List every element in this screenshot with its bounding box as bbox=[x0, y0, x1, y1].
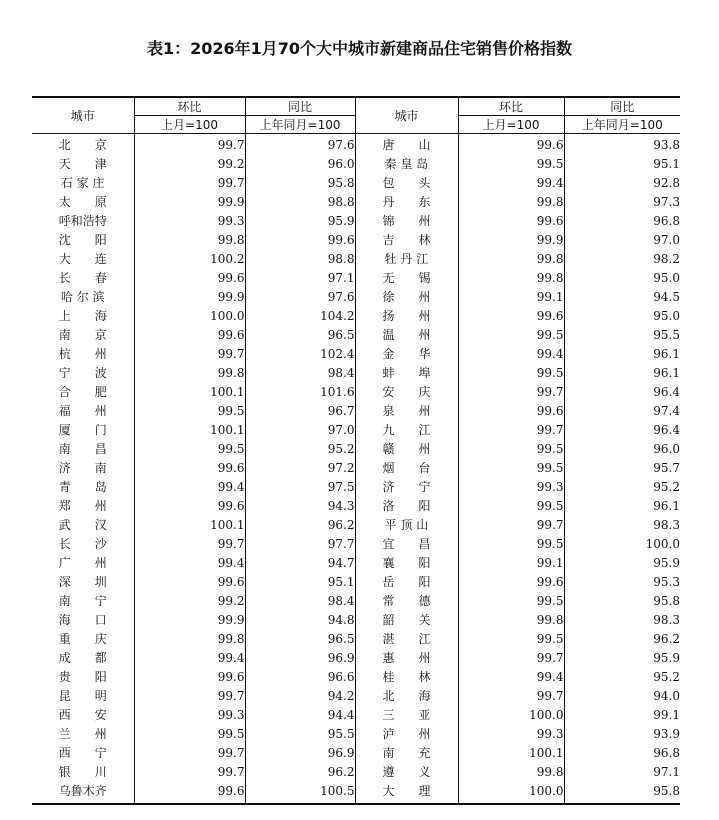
yoy-left-cell: 94.4 bbox=[245, 706, 355, 725]
table-row bbox=[32, 174, 680, 193]
table-row bbox=[32, 250, 680, 269]
mom-right-cell: 99.4 bbox=[458, 174, 564, 193]
mom-left-cell: 99.2 bbox=[134, 592, 245, 611]
mom-right-cell: 99.8 bbox=[458, 763, 564, 782]
city-left-cell: 南 昌 bbox=[58, 442, 107, 456]
city-left-cell: 合 肥 bbox=[58, 385, 107, 399]
mom-right-cell: 99.5 bbox=[458, 326, 564, 345]
yoy-left-cell: 96.7 bbox=[245, 402, 355, 421]
yoy-right-cell: 94.0 bbox=[564, 687, 680, 706]
table-row bbox=[32, 725, 680, 744]
city-right-cell: 蚌 埠 bbox=[355, 364, 458, 383]
city-right-cell: 岳 阳 bbox=[355, 573, 458, 592]
mom-left-cell: 99.4 bbox=[134, 554, 245, 573]
mom-left-cell: 99.6 bbox=[134, 573, 245, 592]
mom-right-cell: 99.5 bbox=[458, 440, 564, 459]
mom-right-cell: 99.1 bbox=[458, 288, 564, 307]
yoy-left-cell: 96.9 bbox=[245, 744, 355, 763]
yoy-left-cell: 95.2 bbox=[245, 440, 355, 459]
mom-left-cell: 99.9 bbox=[134, 288, 245, 307]
mom-left-cell: 99.7 bbox=[134, 134, 245, 156]
mom-right-cell: 99.5 bbox=[458, 535, 564, 554]
mom-right-cell: 100.0 bbox=[458, 706, 564, 725]
city-left-cell: 南 京 bbox=[58, 328, 107, 342]
mom-left-cell: 99.6 bbox=[134, 459, 245, 478]
city-left-cell: 石 家 庄 bbox=[60, 176, 105, 190]
city-left-cell: 济 南 bbox=[58, 461, 107, 475]
city-left-cell: 郑 州 bbox=[58, 499, 107, 513]
yoy-right-cell: 96.0 bbox=[564, 440, 680, 459]
city-left-cell: 乌鲁木齐 bbox=[58, 784, 107, 798]
table-row bbox=[32, 554, 680, 573]
city-right-cell: 湛 江 bbox=[355, 630, 458, 649]
table-row bbox=[32, 155, 680, 174]
table-row bbox=[32, 326, 680, 345]
city-left-cell: 长 沙 bbox=[58, 537, 107, 551]
table-row bbox=[32, 573, 680, 592]
mom-right-cell: 99.7 bbox=[458, 649, 564, 668]
header-yoy-base-right: 上年同月=100 bbox=[564, 116, 680, 134]
city-right-cell: 锦 州 bbox=[355, 212, 458, 231]
city-right-cell: 韶 关 bbox=[355, 611, 458, 630]
mom-left-cell: 99.7 bbox=[134, 174, 245, 193]
city-right-cell: 泉 州 bbox=[355, 402, 458, 421]
yoy-right-cell: 96.4 bbox=[564, 421, 680, 440]
city-right-cell: 济 宁 bbox=[355, 478, 458, 497]
table-row bbox=[32, 592, 680, 611]
mom-right-cell: 99.8 bbox=[458, 250, 564, 269]
city-right-cell: 常 德 bbox=[355, 592, 458, 611]
city-left-cell: 上 海 bbox=[58, 309, 107, 323]
mom-left-cell: 99.7 bbox=[134, 687, 245, 706]
city-right-cell: 南 充 bbox=[355, 744, 458, 763]
yoy-right-cell: 95.9 bbox=[564, 554, 680, 573]
table-row bbox=[32, 535, 680, 554]
table-row bbox=[32, 687, 680, 706]
table-body bbox=[32, 134, 680, 805]
table-row bbox=[32, 193, 680, 212]
table-row bbox=[32, 307, 680, 326]
yoy-left-cell: 104.2 bbox=[245, 307, 355, 326]
city-right-cell: 宜 昌 bbox=[355, 535, 458, 554]
yoy-left-cell: 98.8 bbox=[245, 193, 355, 212]
table-row bbox=[32, 478, 680, 497]
yoy-left-cell: 100.5 bbox=[245, 782, 355, 804]
city-left-cell: 天 津 bbox=[58, 157, 107, 171]
mom-right-cell: 99.3 bbox=[458, 725, 564, 744]
mom-left-cell: 99.5 bbox=[134, 725, 245, 744]
yoy-left-cell: 97.6 bbox=[245, 134, 355, 156]
yoy-left-cell: 95.5 bbox=[245, 725, 355, 744]
yoy-left-cell: 94.3 bbox=[245, 497, 355, 516]
yoy-left-cell: 96.9 bbox=[245, 649, 355, 668]
mom-right-cell: 99.6 bbox=[458, 212, 564, 231]
yoy-right-cell: 97.3 bbox=[564, 193, 680, 212]
mom-left-cell: 99.7 bbox=[134, 744, 245, 763]
header-mom-base-right: 上月=100 bbox=[458, 116, 564, 134]
city-left-cell: 青 岛 bbox=[58, 480, 107, 494]
table-header bbox=[32, 97, 680, 134]
city-right-cell: 惠 州 bbox=[355, 649, 458, 668]
table-row bbox=[32, 516, 680, 535]
yoy-right-cell: 95.1 bbox=[564, 155, 680, 174]
table-row bbox=[32, 649, 680, 668]
yoy-left-cell: 94.8 bbox=[245, 611, 355, 630]
city-right-cell: 洛 阳 bbox=[355, 497, 458, 516]
header-yoy-base-left: 上年同月=100 bbox=[245, 116, 355, 134]
header-yoy-left: 同比 bbox=[245, 97, 355, 116]
mom-right-cell: 99.4 bbox=[458, 345, 564, 364]
city-left-cell: 宁 波 bbox=[58, 366, 107, 380]
header-city-right: 城市 bbox=[355, 97, 458, 134]
yoy-right-cell: 95.8 bbox=[564, 782, 680, 804]
price-index-table bbox=[32, 96, 680, 805]
yoy-left-cell: 97.0 bbox=[245, 421, 355, 440]
city-left-cell: 福 州 bbox=[58, 404, 107, 418]
mom-left-cell: 99.8 bbox=[134, 630, 245, 649]
yoy-left-cell: 97.5 bbox=[245, 478, 355, 497]
city-right-cell: 吉 林 bbox=[355, 231, 458, 250]
yoy-right-cell: 95.8 bbox=[564, 592, 680, 611]
city-left-cell: 长 春 bbox=[58, 271, 107, 285]
mom-right-cell: 99.6 bbox=[458, 134, 564, 156]
yoy-left-cell: 96.6 bbox=[245, 668, 355, 687]
mom-left-cell: 99.6 bbox=[134, 668, 245, 687]
mom-left-cell: 99.7 bbox=[134, 535, 245, 554]
header-mom-right: 环比 bbox=[458, 97, 564, 116]
header-mom-base-left: 上月=100 bbox=[134, 116, 245, 134]
mom-right-cell: 99.5 bbox=[458, 630, 564, 649]
table-row bbox=[32, 459, 680, 478]
city-left-cell: 深 圳 bbox=[58, 575, 107, 589]
city-right-cell: 桂 林 bbox=[355, 668, 458, 687]
mom-right-cell: 99.5 bbox=[458, 592, 564, 611]
yoy-right-cell: 96.4 bbox=[564, 383, 680, 402]
mom-left-cell: 100.2 bbox=[134, 250, 245, 269]
mom-left-cell: 99.2 bbox=[134, 155, 245, 174]
mom-right-cell: 99.7 bbox=[458, 421, 564, 440]
mom-right-cell: 99.5 bbox=[458, 497, 564, 516]
city-right-cell: 徐 州 bbox=[355, 288, 458, 307]
city-right-cell: 泸 州 bbox=[355, 725, 458, 744]
city-right-cell: 九 江 bbox=[355, 421, 458, 440]
city-right-cell: 遵 义 bbox=[355, 763, 458, 782]
mom-right-cell: 99.8 bbox=[458, 611, 564, 630]
city-right-cell: 无 锡 bbox=[355, 269, 458, 288]
yoy-right-cell: 95.2 bbox=[564, 478, 680, 497]
city-right-cell: 扬 州 bbox=[355, 307, 458, 326]
city-left-cell: 西 宁 bbox=[58, 746, 107, 760]
city-left-cell: 贵 阳 bbox=[58, 670, 107, 684]
yoy-right-cell: 95.9 bbox=[564, 649, 680, 668]
city-left-cell: 北 京 bbox=[58, 138, 107, 152]
yoy-right-cell: 92.8 bbox=[564, 174, 680, 193]
mom-right-cell: 99.6 bbox=[458, 402, 564, 421]
yoy-right-cell: 98.3 bbox=[564, 516, 680, 535]
table-row bbox=[32, 706, 680, 725]
yoy-left-cell: 99.6 bbox=[245, 231, 355, 250]
city-right-cell: 安 庆 bbox=[355, 383, 458, 402]
yoy-right-cell: 96.1 bbox=[564, 364, 680, 383]
mom-right-cell: 99.4 bbox=[458, 668, 564, 687]
city-left-cell: 杭 州 bbox=[58, 347, 107, 361]
table-row bbox=[32, 134, 680, 156]
table-row bbox=[32, 269, 680, 288]
mom-right-cell: 99.1 bbox=[458, 554, 564, 573]
yoy-left-cell: 98.4 bbox=[245, 364, 355, 383]
city-right-cell: 温 州 bbox=[355, 326, 458, 345]
yoy-left-cell: 95.8 bbox=[245, 174, 355, 193]
city-right-cell: 丹 东 bbox=[355, 193, 458, 212]
yoy-right-cell: 98.2 bbox=[564, 250, 680, 269]
table-row bbox=[32, 497, 680, 516]
mom-left-cell: 99.8 bbox=[134, 231, 245, 250]
yoy-left-cell: 97.6 bbox=[245, 288, 355, 307]
mom-right-cell: 99.7 bbox=[458, 516, 564, 535]
mom-right-cell: 99.7 bbox=[458, 687, 564, 706]
yoy-left-cell: 95.1 bbox=[245, 573, 355, 592]
yoy-right-cell: 96.2 bbox=[564, 630, 680, 649]
table-row bbox=[32, 763, 680, 782]
mom-left-cell: 99.9 bbox=[134, 193, 245, 212]
city-left-cell: 呼和浩特 bbox=[58, 214, 107, 228]
mom-left-cell: 99.9 bbox=[134, 611, 245, 630]
table-row bbox=[32, 288, 680, 307]
table-row bbox=[32, 440, 680, 459]
table-row bbox=[32, 364, 680, 383]
yoy-right-cell: 95.7 bbox=[564, 459, 680, 478]
yoy-right-cell: 99.1 bbox=[564, 706, 680, 725]
yoy-left-cell: 97.2 bbox=[245, 459, 355, 478]
city-left-cell: 西 安 bbox=[58, 708, 107, 722]
mom-left-cell: 99.6 bbox=[134, 326, 245, 345]
yoy-left-cell: 97.7 bbox=[245, 535, 355, 554]
table-row bbox=[32, 744, 680, 763]
yoy-left-cell: 96.5 bbox=[245, 326, 355, 345]
yoy-right-cell: 98.3 bbox=[564, 611, 680, 630]
city-left-cell: 海 口 bbox=[58, 613, 107, 627]
table-row bbox=[32, 782, 680, 804]
city-right-cell: 北 海 bbox=[355, 687, 458, 706]
city-right-cell: 平 顶 山 bbox=[355, 516, 458, 535]
city-right-cell: 牡 丹 江 bbox=[355, 250, 458, 269]
header-yoy-right: 同比 bbox=[564, 97, 680, 116]
mom-left-cell: 99.3 bbox=[134, 212, 245, 231]
city-right-cell: 秦 皇 岛 bbox=[355, 155, 458, 174]
mom-left-cell: 99.3 bbox=[134, 706, 245, 725]
mom-right-cell: 99.6 bbox=[458, 573, 564, 592]
city-right-cell: 唐 山 bbox=[355, 134, 458, 156]
city-left-cell: 广 州 bbox=[58, 556, 107, 570]
city-left-cell: 武 汉 bbox=[58, 518, 107, 532]
yoy-right-cell: 100.0 bbox=[564, 535, 680, 554]
city-left-cell: 厦 门 bbox=[58, 423, 107, 437]
yoy-right-cell: 96.1 bbox=[564, 345, 680, 364]
mom-left-cell: 99.4 bbox=[134, 478, 245, 497]
city-right-cell: 包 头 bbox=[355, 174, 458, 193]
mom-right-cell: 100.0 bbox=[458, 782, 564, 804]
yoy-right-cell: 95.0 bbox=[564, 269, 680, 288]
mom-left-cell: 99.5 bbox=[134, 440, 245, 459]
yoy-right-cell: 97.4 bbox=[564, 402, 680, 421]
mom-left-cell: 99.4 bbox=[134, 649, 245, 668]
mom-left-cell: 100.0 bbox=[134, 307, 245, 326]
mom-right-cell: 99.5 bbox=[458, 364, 564, 383]
city-left-cell: 兰 州 bbox=[58, 727, 107, 741]
mom-left-cell: 99.6 bbox=[134, 782, 245, 804]
mom-right-cell: 99.5 bbox=[458, 459, 564, 478]
mom-left-cell: 99.6 bbox=[134, 269, 245, 288]
header-mom-left: 环比 bbox=[134, 97, 245, 116]
table-row bbox=[32, 421, 680, 440]
city-right-cell: 赣 州 bbox=[355, 440, 458, 459]
table-title: 表1：2026年1月70个大中城市新建商品住宅销售价格指数 bbox=[146, 39, 573, 58]
yoy-left-cell: 94.2 bbox=[245, 687, 355, 706]
mom-right-cell: 99.3 bbox=[458, 478, 564, 497]
mom-left-cell: 100.1 bbox=[134, 516, 245, 535]
yoy-right-cell: 97.0 bbox=[564, 231, 680, 250]
city-left-cell: 沈 阳 bbox=[58, 233, 107, 247]
table-row bbox=[32, 345, 680, 364]
mom-right-cell: 100.1 bbox=[458, 744, 564, 763]
yoy-right-cell: 93.8 bbox=[564, 134, 680, 156]
yoy-right-cell: 95.3 bbox=[564, 573, 680, 592]
mom-right-cell: 99.8 bbox=[458, 269, 564, 288]
mom-left-cell: 100.1 bbox=[134, 421, 245, 440]
header-city-left: 城市 bbox=[32, 97, 134, 134]
yoy-left-cell: 101.6 bbox=[245, 383, 355, 402]
yoy-left-cell: 96.2 bbox=[245, 516, 355, 535]
yoy-right-cell: 95.0 bbox=[564, 307, 680, 326]
mom-right-cell: 99.5 bbox=[458, 155, 564, 174]
yoy-left-cell: 94.7 bbox=[245, 554, 355, 573]
mom-left-cell: 99.6 bbox=[134, 497, 245, 516]
table-row bbox=[32, 611, 680, 630]
mom-left-cell: 99.8 bbox=[134, 364, 245, 383]
mom-left-cell: 99.7 bbox=[134, 345, 245, 364]
city-right-cell: 三 亚 bbox=[355, 706, 458, 725]
city-left-cell: 南 宁 bbox=[58, 594, 107, 608]
yoy-right-cell: 93.9 bbox=[564, 725, 680, 744]
mom-right-cell: 99.7 bbox=[458, 383, 564, 402]
yoy-right-cell: 96.8 bbox=[564, 744, 680, 763]
table-row bbox=[32, 402, 680, 421]
yoy-left-cell: 95.9 bbox=[245, 212, 355, 231]
city-left-cell: 重 庆 bbox=[58, 632, 107, 646]
city-left-cell: 太 原 bbox=[58, 195, 107, 209]
yoy-right-cell: 96.1 bbox=[564, 497, 680, 516]
table-row bbox=[32, 668, 680, 687]
yoy-right-cell: 94.5 bbox=[564, 288, 680, 307]
yoy-left-cell: 98.8 bbox=[245, 250, 355, 269]
yoy-right-cell: 97.1 bbox=[564, 763, 680, 782]
yoy-left-cell: 97.1 bbox=[245, 269, 355, 288]
city-right-cell: 大 理 bbox=[355, 782, 458, 804]
yoy-left-cell: 96.5 bbox=[245, 630, 355, 649]
city-left-cell: 成 都 bbox=[58, 651, 107, 665]
yoy-left-cell: 96.0 bbox=[245, 155, 355, 174]
city-left-cell: 大 连 bbox=[58, 252, 107, 266]
table-row bbox=[32, 231, 680, 250]
yoy-left-cell: 96.2 bbox=[245, 763, 355, 782]
yoy-right-cell: 95.2 bbox=[564, 668, 680, 687]
city-left-cell: 昆 明 bbox=[58, 689, 107, 703]
yoy-left-cell: 102.4 bbox=[245, 345, 355, 364]
mom-left-cell: 100.1 bbox=[134, 383, 245, 402]
city-left-cell: 哈 尔 滨 bbox=[60, 290, 105, 304]
city-left-cell: 银 川 bbox=[58, 765, 107, 779]
mom-right-cell: 99.9 bbox=[458, 231, 564, 250]
table-row bbox=[32, 383, 680, 402]
yoy-right-cell: 96.8 bbox=[564, 212, 680, 231]
yoy-right-cell: 95.5 bbox=[564, 326, 680, 345]
mom-left-cell: 99.7 bbox=[134, 763, 245, 782]
mom-right-cell: 99.8 bbox=[458, 193, 564, 212]
city-right-cell: 金 华 bbox=[355, 345, 458, 364]
yoy-left-cell: 98.4 bbox=[245, 592, 355, 611]
table-row bbox=[32, 630, 680, 649]
mom-right-cell: 99.6 bbox=[458, 307, 564, 326]
city-right-cell: 烟 台 bbox=[355, 459, 458, 478]
city-right-cell: 襄 阳 bbox=[355, 554, 458, 573]
mom-left-cell: 99.5 bbox=[134, 402, 245, 421]
table-row bbox=[32, 212, 680, 231]
